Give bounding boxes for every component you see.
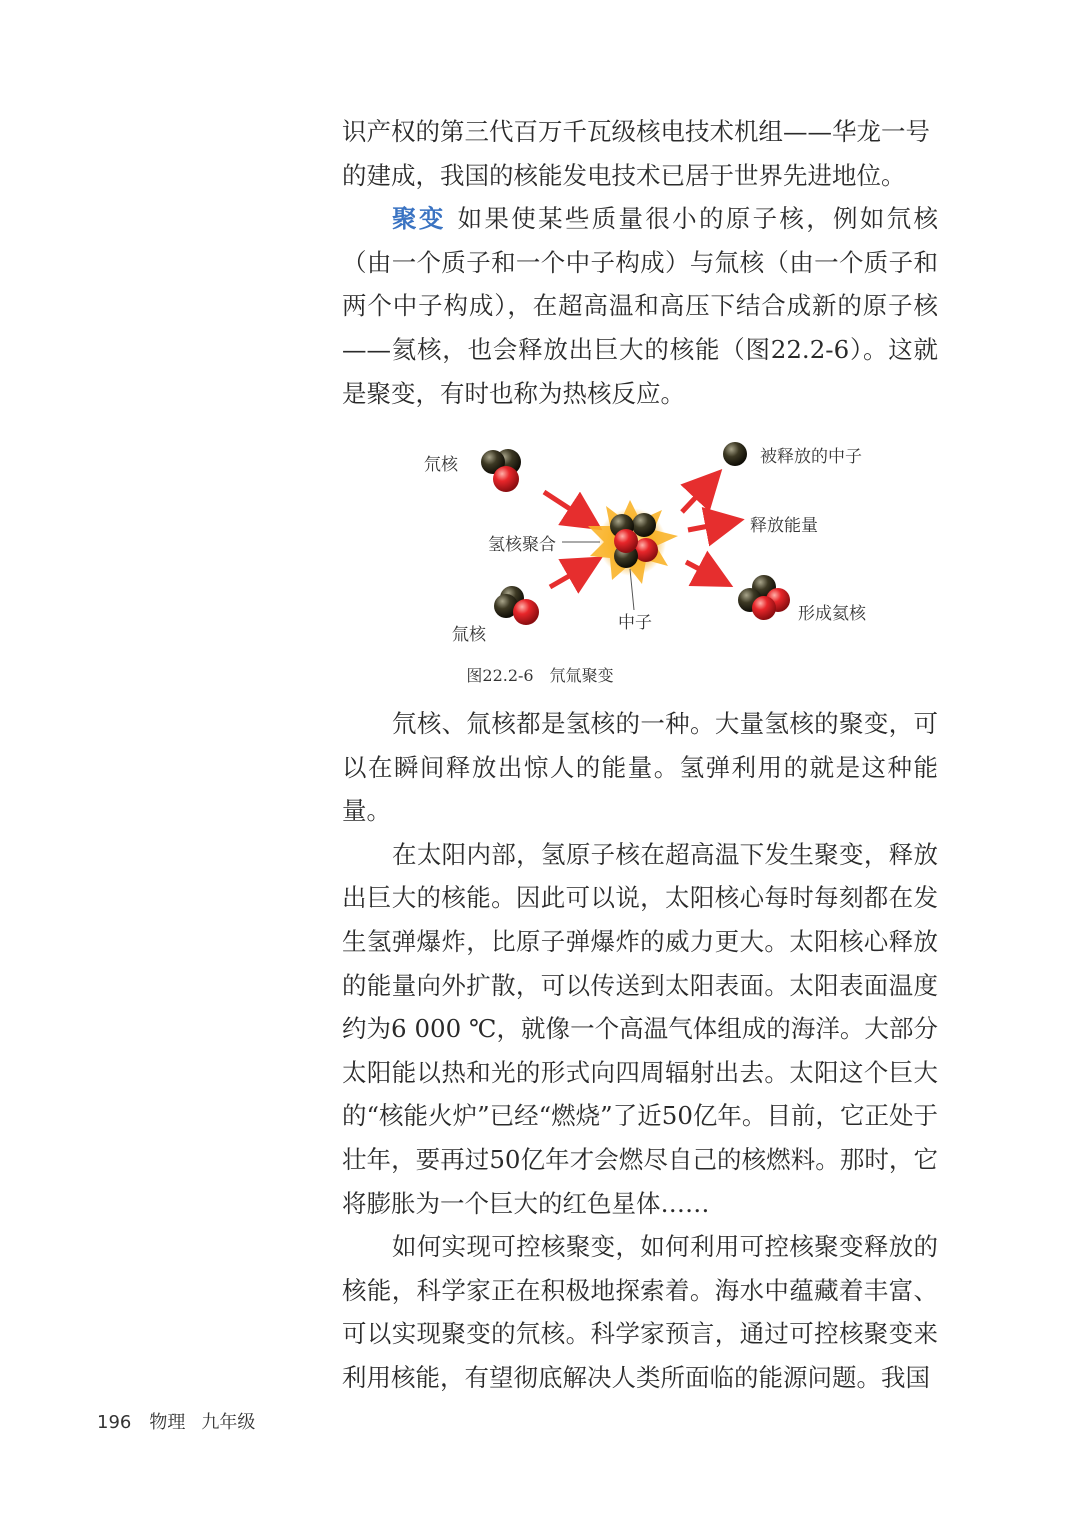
footer-subject: 物理 [149,1412,186,1433]
intro-line-2: 的建成，我国的核能发电技术已居于世界先进地位。 [342,160,906,190]
outgoing-arrow-energy [688,522,730,530]
intro-block [342,110,938,415]
label-fusion: 氢核聚合 [488,535,556,555]
fusion-text: 如果使某些质量很小的原子核，例如氘核（由一个质子和一个中子构成）与氚核（由一个质子和两个中子构成），在超高温和高压下结合成新的原子核——氦核，也会释放出巨大的核能（图22.2-6）。这就是聚变，有时也称为热核反应。 [342,204,939,408]
body-block [342,702,938,1400]
page-number: 196 [97,1412,132,1433]
incoming-arrow-top [544,492,590,522]
helium-nucleus [738,575,790,620]
paragraph-2: 在太阳内部，氢原子核在超高温下发生聚变，释放出巨大的核能。因此可以说，太阳核心每时每刻都在发生氢弹爆炸，比原子弹爆炸的威力更大。太阳核心释放的能量向外扩散，可以传送到太阳表面。太阳表面温度约为6 000 ℃，就像一个高温气体组成的海洋。大部分太阳能以热和光的形式向四周辐射出去。太阳这个巨大的“核能火炉”已经“燃烧”了近50亿年。目前，它正处于壮年，要再过50亿年才会燃尽自己的核燃料。那时，它将膨胀为一个巨大的红色星体…… [342,839,938,1218]
deuterium-nucleus [481,449,521,492]
figure-caption: 图22.2-6 氘氚聚变 [466,666,614,685]
fusion-paragraph [342,197,938,415]
label-released-neutron: 被释放的中子 [760,447,862,467]
label-helium: 形成氦核 [798,604,866,624]
label-deuterium: 氘核 [424,455,458,475]
intro-line-1: 识产权的第三代百万千瓦级核电技术机组——华龙一号 [342,117,930,146]
tritium-nucleus [494,586,539,625]
page-footer [97,1408,255,1434]
label-energy: 释放能量 [750,516,818,536]
paragraph-3: 如何实现可控核聚变，如何利用可控核聚变释放的核能，科学家正在积极地探索着。海水中蕴藏着丰富、可以实现聚变的氘核。科学家预言，通过可控核聚变来利用核能，有望彻底解决人类所面临的能源问题。我国 [342,1232,938,1392]
outgoing-arrow-helium [686,562,720,580]
fusion-keyword: 聚变 [392,204,446,234]
footer-grade: 九年级 [201,1412,256,1433]
fusion-cluster [610,513,658,568]
fusion-diagram [400,432,960,657]
paragraph-1: 氘核、氚核都是氢核的一种。大量氢核的聚变，可以在瞬间释放出惊人的能量。氢弹利用的就是这种能量。 [342,709,938,826]
label-neutron: 中子 [618,613,652,633]
incoming-arrow-bottom [550,564,590,587]
label-tritium: 氚核 [452,625,486,645]
released-neutron [723,442,747,466]
outgoing-arrow-neutron [682,480,712,512]
